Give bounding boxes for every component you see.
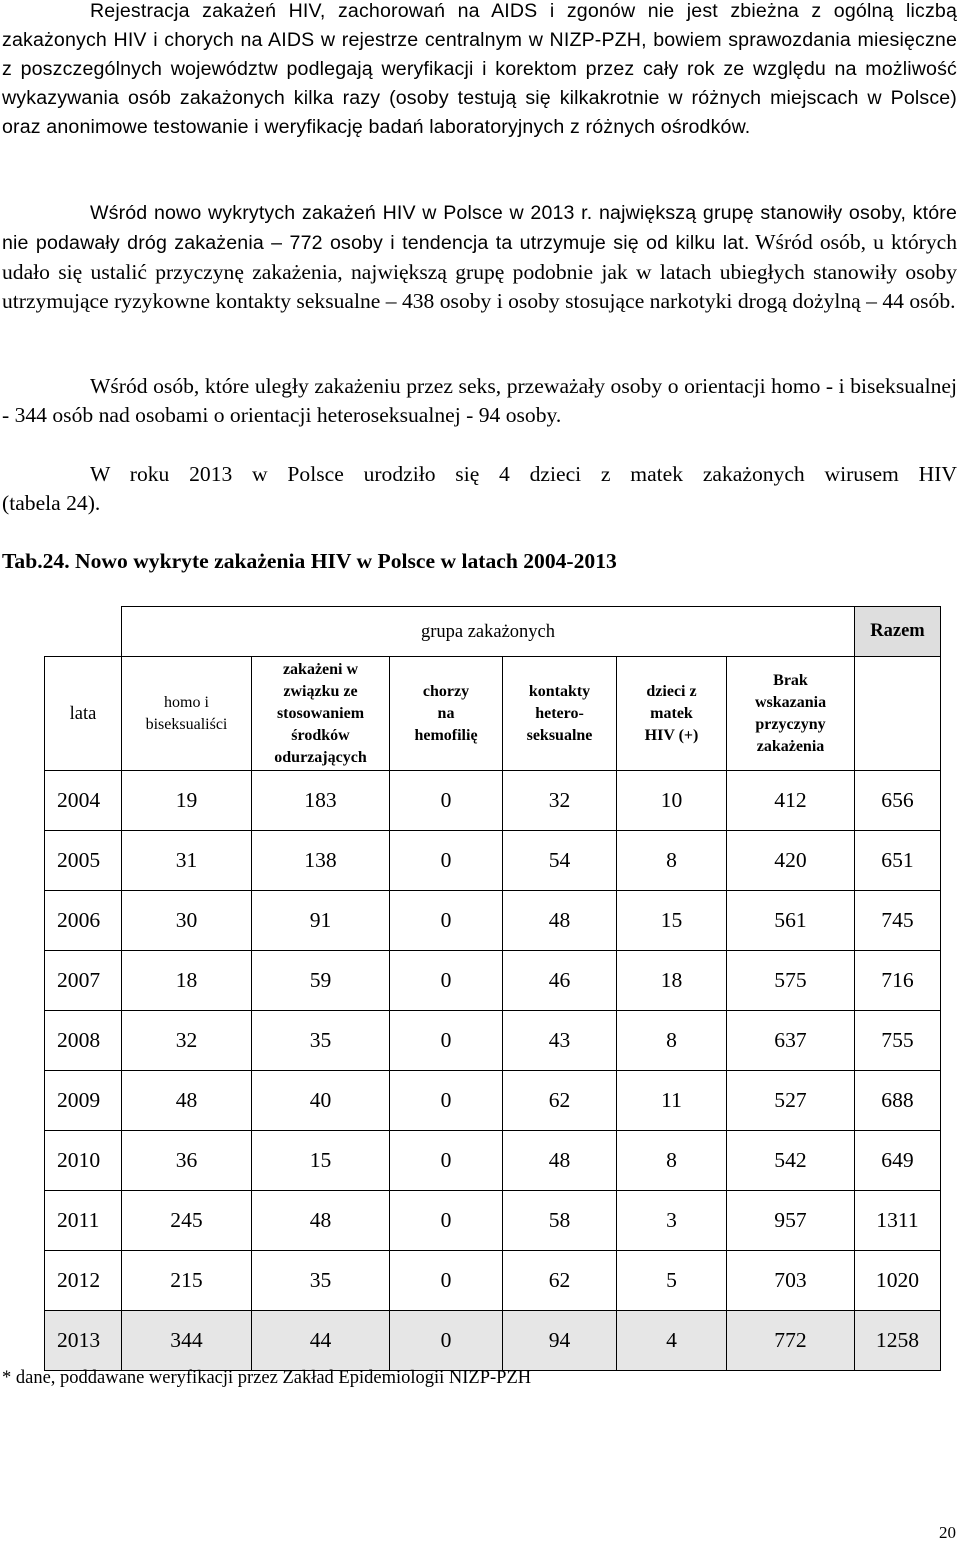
cell-year: 2008 — [45, 1011, 122, 1071]
cell-year: 2006 — [45, 891, 122, 951]
cell-year: 2009 — [45, 1071, 122, 1131]
cell-value: 31 — [122, 831, 252, 891]
paragraph-new-infections-part-b: Wśród osób, u których udało się ustalić przyczynę zakażenia, największą grupę podobnie jak w latach ubiegłych stanowiły osoby utrzymujące ryzykowne kontakty seksualne – 438 osoby i osoby stosujące narkotyki drogą dożylną – 44 osób. — [2, 230, 958, 313]
cell-value: 0 — [390, 1251, 503, 1311]
cell-value: 58 — [503, 1191, 617, 1251]
cell-value: 656 — [855, 771, 941, 831]
header-razem: Razem — [855, 607, 941, 657]
cell-value: 957 — [727, 1191, 855, 1251]
cell-year: 2013 — [45, 1311, 122, 1371]
cell-value: 30 — [122, 891, 252, 951]
cell-value: 8 — [617, 831, 727, 891]
cell-value: 561 — [727, 891, 855, 951]
footnote: * dane, poddawane weryfikacji przez Zakład Epidemiologii NIZP-PZH — [2, 1368, 532, 1388]
cell-year: 2012 — [45, 1251, 122, 1311]
cell-value: 0 — [390, 891, 503, 951]
paragraph-new-infections-part-a: Wśród nowo wykrytych zakażeń HIV w Polsce w 2013 r. największą grupę stanowiły osoby, które nie podawały dróg zakażenia – 772 osoby i tendencja ta utrzymuje się od kilku lat. — [2, 202, 957, 254]
cell-value: 32 — [122, 1011, 252, 1071]
cell-value: 0 — [390, 951, 503, 1011]
table-row — [45, 1011, 941, 1071]
cell-value: 48 — [122, 1071, 252, 1131]
cell-value: 18 — [122, 951, 252, 1011]
cell-value: 48 — [503, 891, 617, 951]
cell-value: 0 — [390, 1191, 503, 1251]
paragraph-registration-note: Rejestracja zakażeń HIV, zachorowań na AIDS i zgonów nie jest zbieżna z ogólną liczbą zakażonych HIV i chorych na AIDS w rejestrze centralnym w NIZP-PZH, bowiem sprawozdania miesięczne z poszczególnych województw podlegają weryfikacji i korektom przez cały rok ze względu na możliwość wykazywania osób zakażonych kilka razy (osoby testują się kilkakrotnie w różnych miejscach w Polsce) oraz anonimowe testowanie i weryfikację badań laboratoryjnych z różnych ośrodków. — [2, 0, 957, 138]
table-row — [45, 831, 941, 891]
page-number: 20 — [939, 1523, 956, 1542]
cell-value: 44 — [252, 1311, 390, 1371]
cell-value: 10 — [617, 771, 727, 831]
table-row — [45, 1131, 941, 1191]
cell-value: 54 — [503, 831, 617, 891]
cell-value: 0 — [390, 771, 503, 831]
cell-value: 215 — [122, 1251, 252, 1311]
cell-value: 43 — [503, 1011, 617, 1071]
cell-year: 2010 — [45, 1131, 122, 1191]
cell-value: 62 — [503, 1251, 617, 1311]
cell-value: 542 — [727, 1131, 855, 1191]
cell-value: 94 — [503, 1311, 617, 1371]
table-row — [45, 891, 941, 951]
header-lata: lata — [45, 657, 122, 771]
cell-value: 651 — [855, 831, 941, 891]
cell-value: 637 — [727, 1011, 855, 1071]
cell-value: 8 — [617, 1011, 727, 1071]
cell-value: 0 — [390, 1011, 503, 1071]
cell-year: 2011 — [45, 1191, 122, 1251]
cell-value: 18 — [617, 951, 727, 1011]
cell-value: 48 — [503, 1131, 617, 1191]
cell-value: 4 — [617, 1311, 727, 1371]
cell-year: 2005 — [45, 831, 122, 891]
cell-value: 344 — [122, 1311, 252, 1371]
header-drug-users: zakażeni w związku ze stosowaniem środków odurzających — [252, 657, 390, 771]
cell-value: 48 — [252, 1191, 390, 1251]
cell-year: 2004 — [45, 771, 122, 831]
header-group: grupa zakażonych — [122, 607, 855, 657]
cell-value: 716 — [855, 951, 941, 1011]
cell-value: 8 — [617, 1131, 727, 1191]
cell-value: 755 — [855, 1011, 941, 1071]
cell-value: 183 — [252, 771, 390, 831]
cell-value: 40 — [252, 1071, 390, 1131]
cell-value: 0 — [390, 831, 503, 891]
header-heterosexual: kontakty hetero- seksualne — [503, 657, 617, 771]
header-razem-blank — [855, 657, 941, 771]
cell-value: 0 — [390, 1131, 503, 1191]
header-no-cause-indicated: Brak wskazania przyczyny zakażenia — [727, 657, 855, 771]
cell-value: 0 — [390, 1071, 503, 1131]
header-blank-cell — [45, 607, 122, 657]
cell-value: 745 — [855, 891, 941, 951]
cell-value: 703 — [727, 1251, 855, 1311]
table-body — [45, 771, 941, 1371]
cell-value: 32 — [503, 771, 617, 831]
header-children-hiv-mothers: dzieci z matek HIV (+) — [617, 657, 727, 771]
cell-value: 91 — [252, 891, 390, 951]
cell-value: 46 — [503, 951, 617, 1011]
paragraph-sexual-orientation: Wśród osób, które uległy zakażeniu przez seks, przeważały osoby o orientacji homo - i biseksualnej - 344 osób nad osobami o orientacji heteroseksualnej - 94 osoby. — [2, 374, 957, 427]
cell-value: 19 — [122, 771, 252, 831]
cell-value: 420 — [727, 831, 855, 891]
cell-value: 575 — [727, 951, 855, 1011]
cell-value: 35 — [252, 1251, 390, 1311]
cell-value: 15 — [617, 891, 727, 951]
table-row — [45, 951, 941, 1011]
cell-year: 2007 — [45, 951, 122, 1011]
cell-value: 1258 — [855, 1311, 941, 1371]
cell-value: 245 — [122, 1191, 252, 1251]
header-hemophilia: chorzy na hemofilię — [390, 657, 503, 771]
hiv-infections-table — [44, 606, 941, 1371]
cell-value: 5 — [617, 1251, 727, 1311]
paragraph-new-infections-2013 — [2, 199, 957, 316]
table-row — [45, 1311, 941, 1371]
cell-value: 35 — [252, 1011, 390, 1071]
cell-value: 1020 — [855, 1251, 941, 1311]
table-title: Tab.24. Nowo wykryte zakażenia HIV w Polsce w latach 2004-2013 — [2, 549, 617, 573]
table-row — [45, 1071, 941, 1131]
header-homo-bisexual: homo i biseksualiści — [122, 657, 252, 771]
cell-value: 1311 — [855, 1191, 941, 1251]
paragraph-children-born — [2, 460, 957, 518]
cell-value: 688 — [855, 1071, 941, 1131]
cell-value: 15 — [252, 1131, 390, 1191]
cell-value: 412 — [727, 771, 855, 831]
cell-value: 36 — [122, 1131, 252, 1191]
table-row — [45, 1251, 941, 1311]
cell-value: 649 — [855, 1131, 941, 1191]
cell-value: 59 — [252, 951, 390, 1011]
paragraph-children-line-1: W roku 2013 w Polsce urodziło się 4 dzieci z matek zakażonych wirusem HIV — [90, 462, 957, 486]
table-row — [45, 771, 941, 831]
cell-value: 3 — [617, 1191, 727, 1251]
table-row — [45, 1191, 941, 1251]
cell-value: 62 — [503, 1071, 617, 1131]
cell-value: 0 — [390, 1311, 503, 1371]
cell-value: 772 — [727, 1311, 855, 1371]
cell-value: 11 — [617, 1071, 727, 1131]
cell-value: 138 — [252, 831, 390, 891]
cell-value: 527 — [727, 1071, 855, 1131]
paragraph-children-line-2: (tabela 24). — [2, 491, 101, 515]
